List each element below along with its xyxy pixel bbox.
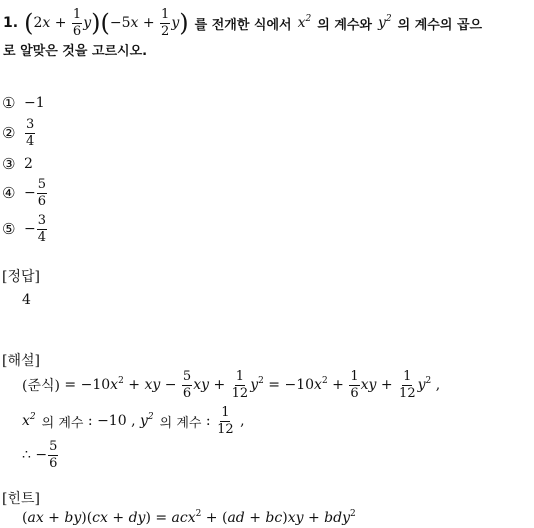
coefficient-x2-value: −10	[97, 413, 127, 430]
x-squared: $x^2$	[297, 14, 312, 32]
question-text-part-3: 의 계수의 곱으	[397, 17, 483, 33]
explanation-line-2: $x^2$ 의 계수 : −10 , $y^2$ 의 계수 : $\frac{1}{12}$ ,	[22, 405, 245, 437]
choice-text: −1	[24, 95, 45, 111]
choice-sign: −	[24, 185, 36, 202]
choice-fraction: $\frac{3}{4}$	[37, 213, 47, 245]
coefficient-word: 의 계수	[41, 415, 84, 431]
choice-fraction: $\frac{3}{4}$	[26, 117, 35, 149]
choice-2[interactable]	[2, 118, 36, 148]
answer-value: 4	[22, 292, 31, 308]
question-number: 1.	[3, 15, 19, 32]
x-squared: $x^2$	[22, 412, 36, 430]
close-paren: )	[91, 9, 101, 38]
explanation-label: [해설]	[2, 353, 40, 369]
choice-marker: ③	[2, 155, 16, 173]
open-paren-2: (	[100, 9, 110, 38]
choice-fraction: $\frac{5}{6}$	[37, 177, 47, 209]
question-line-1	[3, 8, 482, 38]
open-paren: (	[24, 9, 34, 38]
hint-formula: (ax + by)(cx + dy) = acx$^2$ + (ad + bc)xy + bdy$^2$	[22, 509, 356, 526]
close-paren-2: )	[179, 9, 189, 38]
choice-3[interactable]	[2, 155, 33, 173]
y-squared: $y^2$	[139, 412, 154, 430]
coefficient-y2-value: $\frac{1}{12}$	[217, 405, 234, 437]
choice-sign: −	[24, 221, 36, 238]
therefore-symbol: ∴	[22, 447, 31, 464]
y-squared: $y^2$	[378, 14, 392, 32]
choice-5[interactable]	[2, 214, 48, 244]
explanation-conclusion: ∴ − $\frac{5}{6}$	[22, 439, 58, 471]
answer-label: [정답]	[2, 269, 40, 285]
choice-marker: ①	[2, 94, 16, 112]
expression-label: (준식)	[22, 378, 60, 395]
factor-2: −5x + $\frac{1}{2}$ y	[109, 7, 180, 39]
factor-1: 2x + $\frac{1}{6}$ y	[33, 7, 92, 39]
result-fraction: $\frac{5}{6}$	[49, 439, 58, 471]
question-text-part-1: 를 전개한 식에서	[194, 17, 292, 33]
choice-marker: ⑤	[2, 220, 16, 239]
question-text-part-2: 의 계수와	[317, 17, 372, 33]
coefficient-word: 의 계수	[159, 415, 202, 431]
choice-4[interactable]	[2, 178, 48, 208]
explanation-line-1	[22, 370, 440, 400]
choice-marker: ④	[2, 184, 16, 203]
question-line-2: 로 알맞은 것을 고르시오.	[3, 44, 148, 59]
expansion-formula: = $-10x^2$ + xy − $\frac{5}{6}$ xy + $\frac{1}{12}$ $y^2 = -10x^2$ + $\frac{1}{6}$ xy + $\frac{1}{12}$ $y^2$ ,	[59, 369, 441, 401]
choice-marker: ②	[2, 124, 16, 143]
hint-label: [힌트]	[2, 491, 40, 507]
choice-1[interactable]	[2, 94, 45, 112]
choice-text: 2	[24, 156, 33, 172]
